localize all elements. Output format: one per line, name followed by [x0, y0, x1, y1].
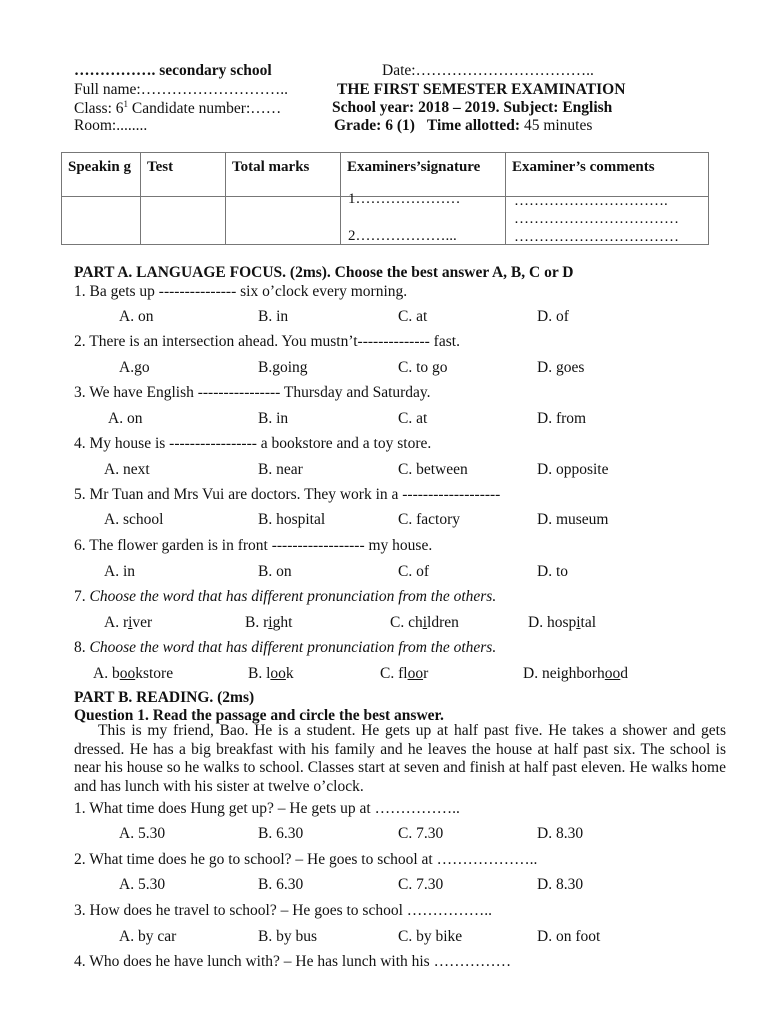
option-a7-b[interactable] [245, 614, 292, 632]
option-a8-c-pre: C. fl [380, 665, 408, 682]
question-a1: 1. Ba gets up --------------- six o’clock every morning. [74, 283, 408, 300]
option-a1-a[interactable]: A. on [119, 308, 154, 325]
option-a7-d-pre: D. hosp [528, 614, 577, 631]
time-label: Time allotted: [426, 117, 521, 134]
question-b2: 2. What time does he go to school? – He goes to school at ……………….. [74, 851, 538, 868]
option-b1-c[interactable]: C. 7.30 [398, 825, 444, 842]
option-b3-d[interactable]: D. on foot [537, 928, 601, 945]
option-a3-c[interactable]: C. at [398, 410, 428, 427]
class-label: Class: 6 [74, 100, 124, 118]
option-a7-b-pre: B. r [245, 614, 269, 631]
comment-line-1: …………………………. [514, 193, 668, 209]
option-a8-d-pre: D. neighborh [523, 665, 605, 682]
option-a7-b-underline: i [268, 614, 273, 631]
option-b2-b[interactable]: B. 6.30 [258, 876, 304, 893]
reading-passage [74, 722, 726, 796]
option-a7-c-post: ldren [427, 614, 459, 631]
option-a7-c[interactable] [390, 614, 459, 632]
exam-title: THE FIRST SEMESTER EXAMINATION [337, 81, 626, 98]
option-a4-b[interactable]: B. near [258, 461, 303, 478]
option-a4-a[interactable]: A. next [104, 461, 150, 478]
option-a7-d-underline: i [576, 614, 581, 631]
option-a8-d-post: d [620, 665, 629, 682]
option-a8-c[interactable] [380, 665, 428, 683]
option-a2-d[interactable]: D. goes [537, 359, 585, 376]
time-value: 45 minutes [520, 117, 593, 134]
option-a8-b-post: k [285, 665, 294, 682]
option-a5-d[interactable]: D. museum [537, 511, 609, 528]
comment-line-3: …………………………… [514, 229, 679, 245]
header-speaking: Speakin g [62, 153, 141, 197]
question-a8-number: 8. [74, 639, 86, 656]
option-a8-d-underline: oo [604, 665, 621, 682]
option-b1-a[interactable]: A. 5.30 [119, 825, 166, 842]
option-a3-d[interactable]: D. from [537, 410, 587, 427]
date-field[interactable]: Date:…………………………….. [382, 62, 594, 79]
option-a7-a-pre: A. r [104, 614, 129, 631]
option-a7-c-underline: i [422, 614, 428, 631]
question-a5: 5. Mr Tuan and Mrs Vui are doctors. They work in a ------------------- [74, 486, 501, 503]
header-total-marks: Total marks [226, 153, 341, 197]
question-a2: 2. There is an intersection ahead. You mustn’t-------------- fast. [74, 333, 460, 350]
question-b4: 4. Who does he have lunch with? – He has lunch with his …………… [74, 953, 512, 970]
option-a1-d[interactable]: D. of [537, 308, 569, 325]
question-1-instruction: Question 1. Read the passage and circle the best answer. [74, 707, 444, 724]
class-candidate-field[interactable] [74, 99, 281, 118]
option-a8-d[interactable] [523, 665, 628, 683]
question-a6: 6. The flower garden is in front ------------------ my house. [74, 537, 433, 554]
question-a8 [74, 639, 496, 657]
part-a-title: PART A. LANGUAGE FOCUS. (2ms). Choose the best answer A, B, C or D [74, 264, 574, 281]
option-a8-b-underline: oo [270, 665, 286, 682]
signature-line-1: 1………………… [348, 191, 461, 207]
option-b2-d[interactable]: D. 8.30 [537, 876, 584, 893]
option-b1-d[interactable]: D. 8.30 [537, 825, 584, 842]
option-a7-d-post: tal [580, 614, 597, 631]
option-a3-b[interactable]: B. in [258, 410, 289, 427]
option-a7-a[interactable] [104, 614, 152, 632]
header-comments: Examiner’s comments [506, 153, 709, 197]
option-b3-a[interactable]: A. by car [119, 928, 177, 945]
option-a7-a-underline: i [128, 614, 133, 631]
question-a4: 4. My house is ----------------- a bookstore and a toy store. [74, 435, 432, 452]
signature-line-2: 2………………... [348, 228, 457, 244]
option-a2-c[interactable]: C. to go [398, 359, 448, 376]
option-a1-b[interactable]: B. in [258, 308, 289, 325]
question-a7-text: Choose the word that has different pronunciation from the others. [89, 588, 497, 605]
grade-time [334, 117, 592, 135]
option-b3-b[interactable]: B. by bus [258, 928, 317, 945]
option-b3-c[interactable]: C. by bike [398, 928, 463, 945]
option-a8-c-post: r [423, 665, 429, 682]
candidate-number-label: Candidate number:…… [128, 100, 282, 118]
total-marks-cell[interactable] [226, 197, 341, 245]
option-a2-b[interactable]: B.going [258, 359, 308, 376]
option-a7-c-pre: C. ch [390, 614, 423, 631]
question-a3: 3. We have English ---------------- Thursday and Saturday. [74, 384, 431, 401]
option-a6-a[interactable]: A. in [104, 563, 135, 580]
grade: Grade: 6 (1) [334, 117, 415, 134]
option-a6-b[interactable]: B. on [258, 563, 292, 580]
class-sup: 1 [123, 99, 129, 109]
option-a2-a[interactable]: A.go [119, 359, 150, 376]
option-b2-a[interactable]: A. 5.30 [119, 876, 166, 893]
option-a4-d[interactable]: D. opposite [537, 461, 609, 478]
school-name: ……………. secondary school [74, 62, 272, 79]
speaking-cell[interactable] [62, 197, 141, 245]
header-signature: Examiners’signature [341, 153, 506, 197]
option-a8-b-pre: B. l [248, 665, 271, 682]
option-a8-b[interactable] [248, 665, 294, 683]
option-a8-a-underline: oo [119, 665, 136, 682]
option-a5-b[interactable]: B. hospital [258, 511, 326, 528]
reading-passage-text: This is my friend, Bao. He is a student. He gets up at half past five. He takes a shower and gets dressed. He has a big breakfast with his family and he leaves the house at half past six. The school is near his house so he walks to school. Classes start at seven and finish at half past eleven. He walks home and has lunch with his sister at twelve o’clock. [74, 722, 726, 795]
question-a7 [74, 588, 496, 606]
school-year: School year: 2018 – 2019. Subject: English [332, 99, 613, 116]
option-a4-c[interactable]: C. between [398, 461, 468, 478]
comment-line-2: …………………………… [514, 211, 679, 227]
option-a8-a[interactable] [93, 665, 173, 683]
question-a7-number: 7. [74, 588, 86, 605]
header-test: Test [141, 153, 226, 197]
option-b2-c[interactable]: C. 7.30 [398, 876, 444, 893]
full-name-field[interactable]: Full name:……………………….. [74, 81, 288, 98]
option-a5-c[interactable]: C. factory [398, 511, 460, 528]
option-a3-a[interactable]: A. on [108, 410, 143, 427]
option-b1-b[interactable]: B. 6.30 [258, 825, 304, 842]
option-a1-c[interactable]: C. at [398, 308, 428, 325]
test-cell[interactable] [141, 197, 226, 245]
question-a8-text: Choose the word that has different pronunciation from the others. [89, 639, 497, 656]
option-a8-a-pre: A. b [93, 665, 120, 682]
option-a5-a[interactable]: A. school [104, 511, 164, 528]
option-a8-c-underline: oo [407, 665, 424, 682]
option-a6-d[interactable]: D. to [537, 563, 568, 580]
question-b3: 3. How does he travel to school? – He goes to school …………….. [74, 902, 493, 919]
option-a7-a-post: ver [132, 614, 153, 631]
part-b-title: PART B. READING. (2ms) [74, 689, 255, 706]
option-a6-c[interactable]: C. of [398, 563, 429, 580]
option-a7-b-post: ght [272, 614, 293, 631]
question-b1: 1. What time does Hung get up? – He gets up at …………….. [74, 800, 460, 817]
option-a8-a-post: kstore [135, 665, 174, 682]
option-a7-d[interactable] [528, 614, 596, 632]
room-field[interactable]: Room:........ [74, 117, 148, 134]
